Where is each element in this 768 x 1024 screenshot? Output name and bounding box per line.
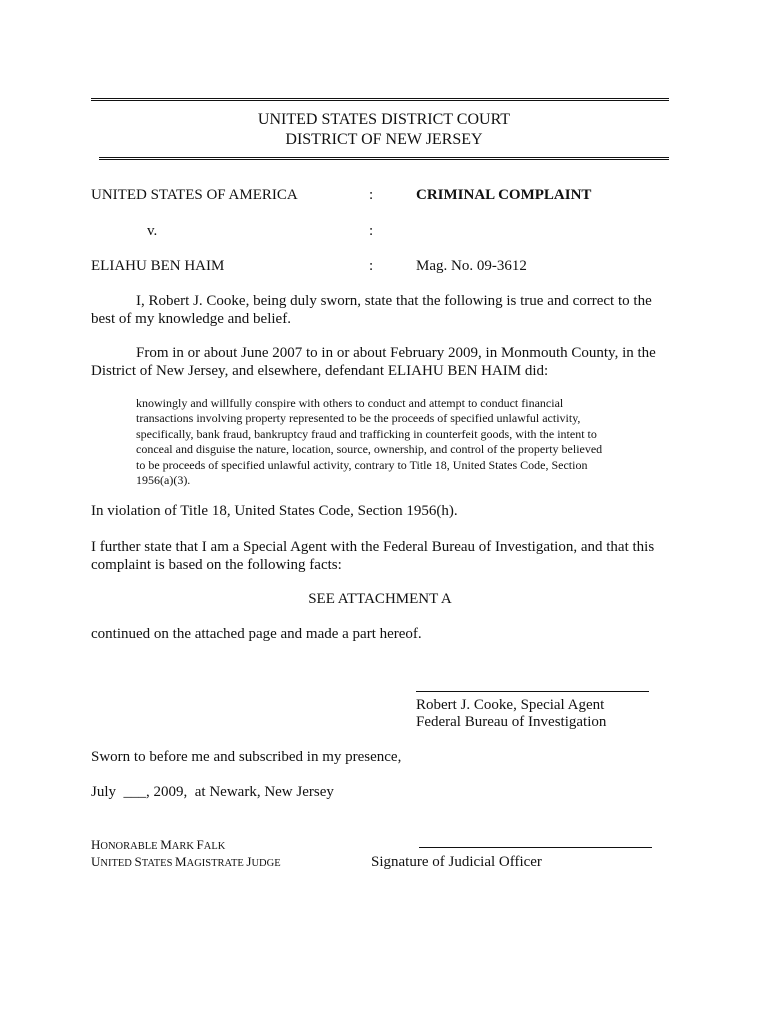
sworn-date-month: July [91, 784, 117, 800]
magistrate-number: Mag. No. 09-3612 [416, 258, 527, 274]
charge-quote-line: transactions involving property represented to be the proceeds of specified unlawful activity, [136, 411, 581, 426]
judge-name-part-rest: ONORABLE [100, 841, 161, 852]
sworn-statement: Sworn to before me and subscribed in my presence, [91, 749, 402, 765]
violation-statement: In violation of Title 18, United States Code, Section 1956(h). [91, 503, 458, 519]
agent-agency: Federal Bureau of Investigation [416, 714, 607, 730]
judge-title-part-rest: AGISTRATE [186, 858, 247, 869]
sworn-date-day-blank: ___ [123, 784, 147, 800]
caption-versus: v. [147, 223, 158, 239]
court-name: UNITED STATES DISTRICT COURT [257, 111, 511, 128]
document-title: CRIMINAL COMPLAINT [416, 187, 592, 203]
judge-name-part-rest: ARK [171, 841, 197, 852]
paragraph-sworn-statement: I, Robert J. Cooke, being duly sworn, state that the following is true and correct to the best of my knowledge and belief. [91, 293, 652, 327]
judge-name-part-rest: ALK [203, 841, 226, 852]
charge-quote-line: 1956(a)(3). [136, 473, 191, 488]
judge-name-part-initial: M [160, 837, 172, 852]
judge-title-part-initial: J [246, 854, 252, 869]
paragraph-agent-statement: I further state that I am a Special Agent with the Federal Bureau of Investigation, and that this complaint is based on the following facts: [91, 539, 655, 573]
header-top-rule [91, 98, 669, 101]
paragraph-charge-intro: From in or about June 2007 to in or about February 2009, in Monmouth County, in the District of New Jersey, and elsewhere, defendant ELIAHU BEN HAIM did: [91, 345, 656, 379]
charge-quote-line: knowingly and willfully conspire with others to conduct and attempt to conduct financial [136, 396, 564, 410]
judge-title-part-initial: M [175, 854, 187, 869]
agent-name: Robert J. Cooke, Special Agent [416, 697, 605, 713]
court-district: DISTRICT OF NEW JERSEY [285, 131, 483, 148]
sworn-date [91, 783, 334, 801]
judicial-signature-line [419, 847, 652, 848]
charge-quote-line: conceal and disguise the nature, location, source, ownership, and control of the property believed [136, 442, 603, 457]
judge-title-part-rest: TATES [141, 858, 176, 869]
caption-separator-1: : [369, 187, 374, 203]
judge-title-part-initial: S [134, 854, 142, 869]
judge-title-part-initial: U [91, 854, 101, 869]
caption-plaintiff: UNITED STATES OF AMERICA [91, 187, 298, 203]
sworn-date-rest: , 2009, at Newark, New Jersey [146, 784, 334, 800]
judge-name-part-initial: H [91, 837, 101, 852]
judge-title [91, 853, 281, 873]
caption-defendant: ELIAHU BEN HAIM [91, 258, 225, 274]
continued-note: continued on the attached page and made a part hereof. [91, 626, 422, 642]
agent-signature-line [416, 691, 649, 692]
caption-separator-2: : [369, 223, 374, 239]
charge-quote [136, 396, 676, 488]
judge-title-part-rest: NITED [100, 858, 135, 869]
judge-title-part-rest: UDGE [251, 858, 281, 869]
charge-quote-line: to be proceeds of specified unlawful activity, contrary to Title 18, United States Code, Section [136, 457, 588, 472]
judicial-signature-label: Signature of Judicial Officer [371, 854, 542, 870]
judge-name-part-initial: F [196, 837, 204, 852]
header-bottom-rule [99, 157, 669, 160]
attachment-reference: SEE ATTACHMENT A [308, 591, 452, 607]
caption-separator-3: : [369, 258, 374, 274]
charge-quote-line: specifically, bank fraud, bankruptcy fraud and trafficking in counterfeit goods, with the intent to [136, 426, 597, 441]
